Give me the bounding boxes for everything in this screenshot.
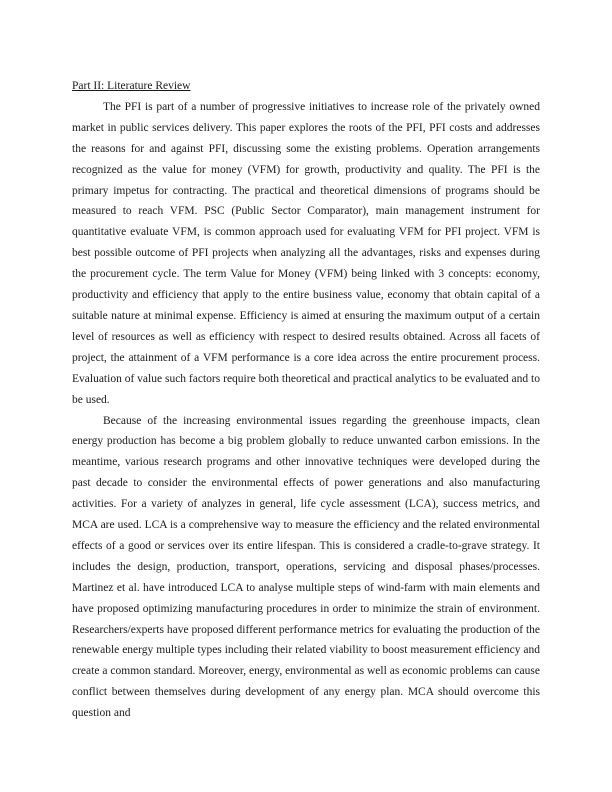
paragraph-environment: Because of the increasing environmental issues regarding the greenhouse impacts, clean energy production has become a big problem globally to reduce unwanted carbon emissions. In the meantime, various research programs and other innovative techniques were developed during the past decade to consider the environmental effects of power generations and also manufacturing activities. For a variety of analyzes in general, life cycle assessment (LCA), success metrics, and MCA are used. LCA is a comprehensive way to measure the efficiency and the related environmental effects of a good or services over its entire lifespan. This is considered a cradle-to-grave strategy. It includes the design, production, transport, operations, servicing and disposal phases/processes. Martinez et al. have introduced LCA to analyse multiple steps of wind-farm with main elements and have proposed optimizing manufacturing procedures in order to minimize the strain of environment. Researchers/experts have proposed different performance metrics for evaluating the production of the renewable energy multiple types including their related viability to boost measurement efficiency and create a common standard. Moreover, energy, environmental as well as economic problems can cause conflict between themselves during development of any energy plan. MCA should overcome this question and (72, 414, 540, 720)
paragraph-pfi: The PFI is part of a number of progressive initiatives to increase role of the privately owned market in public services delivery. This paper explores the roots of the PFI, PFI costs and addresses the reasons for and against PFI, discussing some the existing problems. Operation arrangements recognized as the value for money (VFM) for growth, productivity and quality. The PFI is the primary impetus for contracting. The practical and theoretical dimensions of programs should be measured to reach VFM. PSC (Public Sector Comparator), main management instrument for quantitative evaluate VFM, is common approach used for evaluating VFM for PFI project. VFM is best possible outcome of PFI projects when analyzing all the advantages, risks and expenses during the procurement cycle. The term Value for Money (VFM) being linked with 3 concepts: economy, productivity and efficiency that apply to the entire business value, economy that obtain capital of a suitable nature at minimal expense. Efficiency is aimed at ensuring the maximum output of a certain level of resources as well as efficiency with respect to desired results obtained. Across all facets of project, the attainment of a VFM performance is a core idea across the entire procurement process. Evaluation of value such factors require both theoretical and practical analytics to be evaluated and to be used. (72, 100, 540, 406)
section-heading: Part II: Literature Review (72, 80, 191, 92)
document-body (72, 76, 540, 724)
